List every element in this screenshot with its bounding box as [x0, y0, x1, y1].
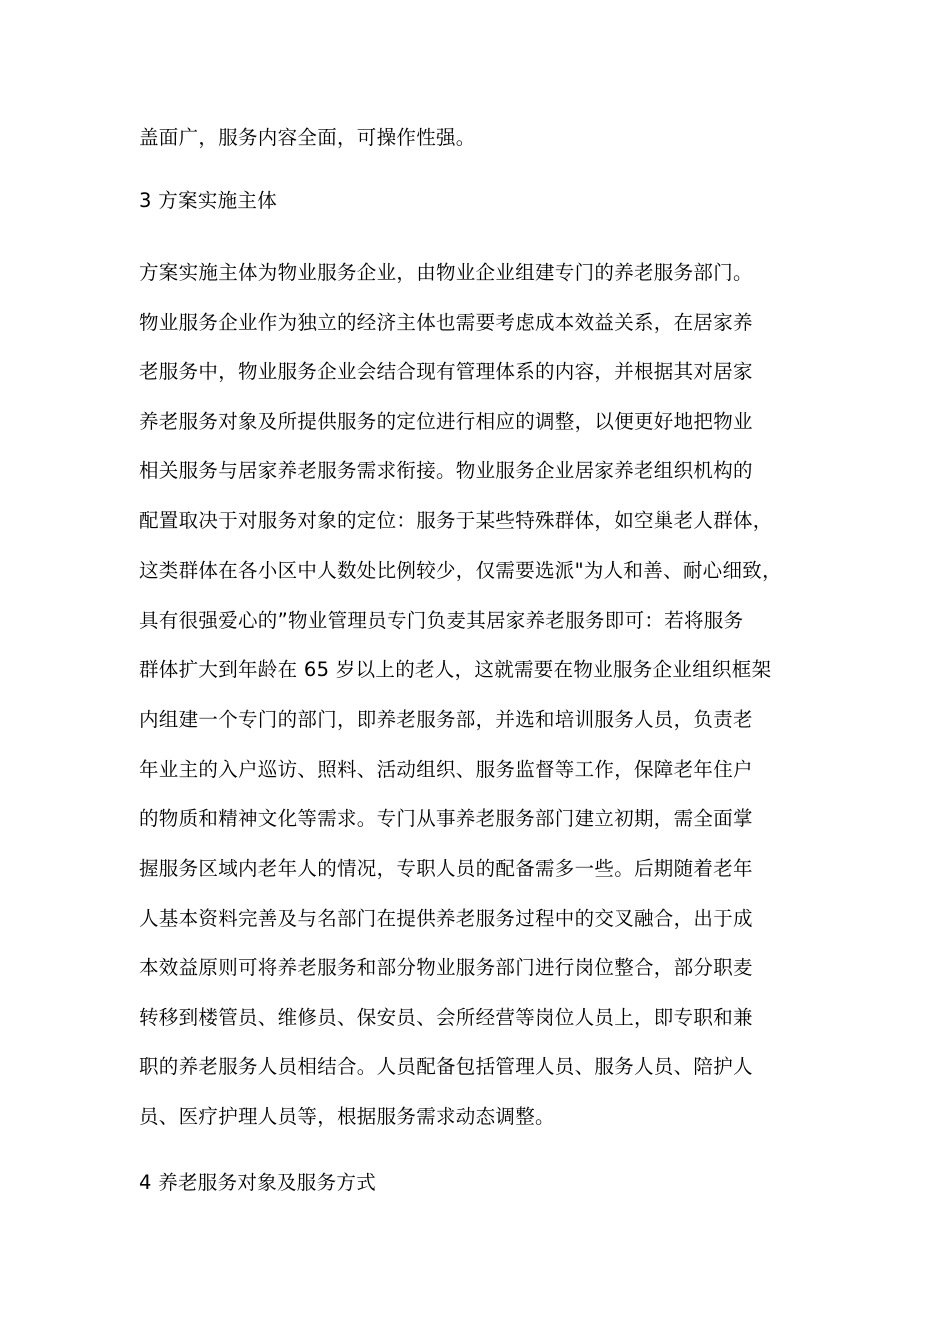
body-line: 转移到楼管员、维修员、保安员、会所经营等岗位人员上，即专职和兼 [139, 1006, 753, 1029]
intro-tail-line: 盖面广，服务内容全面，可操作性强。 [139, 126, 476, 149]
body-line: 相关服务与居家养老服务需求衔接。物业服务企业居家养老组织机构的 [139, 459, 753, 482]
body-line: 老服务中，物业服务企业会结合现有管理体系的内容，并根据其对居家 [139, 360, 753, 383]
body-line: 群体扩大到年龄在 65 岁以上的老人，这就需要在物业服务企业组织框架 [139, 658, 772, 681]
section-4-heading: 4 养老服务对象及服务方式 [139, 1171, 377, 1194]
body-line: 年业主的入户巡访、照料、活动组织、服务监督等工作，保障老年住户 [139, 758, 753, 781]
section-3-heading: 3 方案实施主体 [139, 189, 278, 212]
body-line: 人基本资料完善及与名部门在提供养老服务过程中的交叉融合，出于成 [139, 907, 753, 930]
body-line: 的物质和精神文化等需求。专门从事养老服务部门建立初期，需全面掌 [139, 807, 753, 830]
body-line: 握服务区域内老年人的情况，专职人员的配备需多一些。后期随着老年 [139, 857, 753, 880]
body-line: 物业服务企业作为独立的经济主体也需要考虑成本效益关系，在居家养 [139, 311, 753, 334]
body-line: 养老服务对象及所提供服务的定位进行相应的调整，以便更好地把物业 [139, 410, 753, 433]
body-line: 这类群体在各小区中人数处比例较少，仅需要选派"为人和善、耐心细致， [139, 559, 782, 582]
body-line: 方案实施主体为物业服务企业，由物业企业组建专门的养老服务部门。 [139, 261, 753, 284]
body-line: 职的养老服务人员相结合。人员配备包括管理人员、服务人员、陪护人 [139, 1055, 753, 1078]
body-line: 配置取决于对服务对象的定位：服务于某些特殊群体，如空巢老人群体， [139, 509, 773, 532]
body-line: 内组建一个专门的部门，即养老服务部，并选和培训服务人员，负责老 [139, 708, 753, 731]
body-line: 本效益原则可将养老服务和部分物业服务部门进行岗位整合，部分职麦 [139, 956, 753, 979]
body-line: 员、医疗护理人员等，根据服务需求动态调整。 [139, 1105, 555, 1128]
body-line: 具有很强爱心的”物业管理员专门负麦其居家养老服务即可：若将服务 [139, 609, 744, 632]
